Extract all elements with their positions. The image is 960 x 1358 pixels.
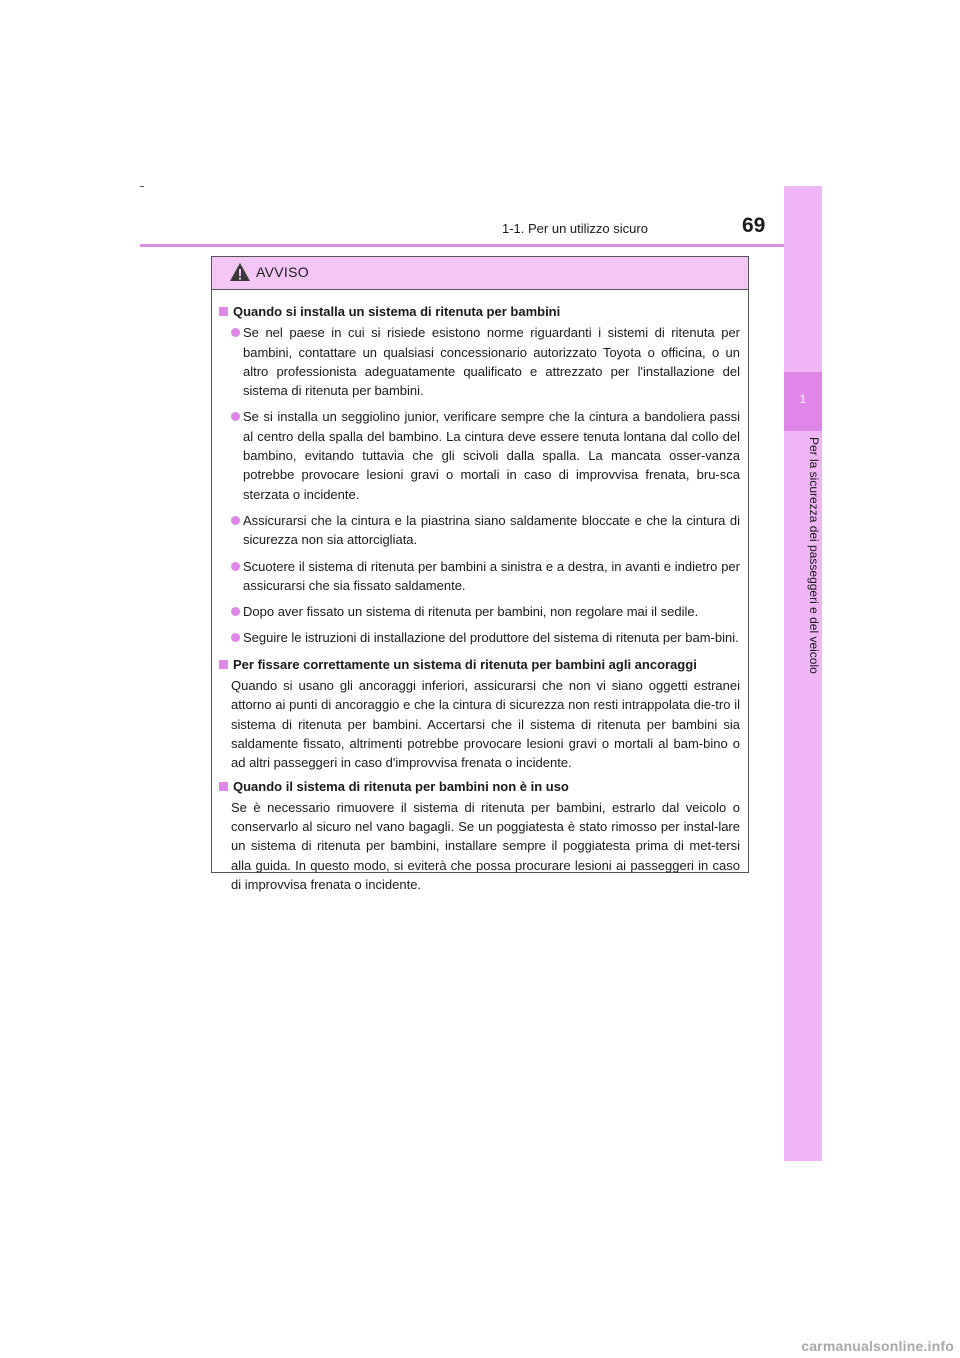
warning-content (212, 290, 748, 894)
list-item: Se si installa un seggiolino junior, verificare sempre che la cintura a bandoliera passi al centro della spalla del bambino. La cintura deve essere tenuta lontana dal collo del bambino, evitando tuttavia che gli scivoli dalla spalla. La mancata osser-vanza potrebbe provocare lesioni gravi o mortali in caso di improvvisa frenata, bru-sca sterzata o incidente. (219, 407, 740, 503)
warning-title: AVVISO (256, 264, 309, 280)
corner-mark (140, 186, 144, 187)
section-heading: Quando si installa un sistema di ritenuta per bambini (219, 302, 740, 321)
warning-triangle-icon (229, 262, 251, 282)
watermark: carmanualsonline.info (801, 1338, 954, 1354)
section-heading: Per fissare correttamente un sistema di ritenuta per bambini agli ancoraggi (219, 655, 740, 674)
chapter-number: 1 (799, 392, 807, 406)
header-rule (140, 244, 822, 247)
chapter-label: Per la sicurezza dei passeggeri e del veicolo (807, 437, 821, 674)
list-item: Se nel paese in cui si risiede esistono norme riguardanti i sistemi di ritenuta per bambini, contattare un qualsiasi concessionario autorizzato Toyota o officina, o un altro professionista adeguatamente qualificato e attrezzato per l'installazione del sistema di ritenuta per bambini. (219, 323, 740, 400)
list-item: Seguire le istruzioni di installazione del produttore del sistema di ritenuta per bam-bini. (219, 628, 740, 647)
section-heading: Quando il sistema di ritenuta per bambini non è in uso (219, 777, 740, 796)
list-item: Scuotere il sistema di ritenuta per bambini a sinistra e a destra, in avanti e indietro per assicurarsi che sia fissato saldamente. (219, 557, 740, 596)
round-bullet-icon (231, 328, 240, 337)
square-bullet-icon (219, 782, 228, 791)
section-paragraph: Se è necessario rimuovere il sistema di ritenuta per bambini, estrarlo dal veicolo o conservarlo al sicuro nel vano bagagli. Se un poggiatesta è stato rimosso per instal-lare un sistema di ritenuta per bambini, installare sempre il poggiatesta prima di met-tersi alla guida. In questo modo, si eviterà che possa procurare lesioni ai passeggeri in caso di improvvisa frenata o incidente. (231, 799, 740, 893)
section-title: 1-1. Per un utilizzo sicuro (502, 221, 648, 236)
page-number: 69 (742, 214, 766, 237)
warning-header (212, 257, 748, 290)
list-item: Dopo aver fissato un sistema di ritenuta per bambini, non regolare mai il sedile. (219, 602, 740, 621)
round-bullet-icon (231, 412, 240, 421)
list-item: Assicurarsi che la cintura e la piastrina siano saldamente bloccate e che la cintura di sicurezza non sia attorcigliata. (219, 511, 740, 550)
round-bullet-icon (231, 562, 240, 571)
section-paragraph: Quando si usano gli ancoraggi inferiori, assicurarsi che non vi siano oggetti estranei attorno ai punti di ancoraggio e che la cintura di sicurezza non resti intrappolata die-tro il sistema di ritenuta per bambini. Accertarsi che il sistema di ritenuta per bambini sia saldamente fissato, altrimenti potrebbe provocare lesioni gravi o mortali al bam-bino o ad altri passeggeri in caso d'improvvisa frenata o incidente. (231, 678, 740, 771)
square-bullet-icon (219, 660, 228, 669)
round-bullet-icon (231, 633, 240, 642)
warning-box (211, 256, 749, 893)
square-bullet-icon (219, 307, 228, 316)
round-bullet-icon (231, 516, 240, 525)
round-bullet-icon (231, 607, 240, 616)
